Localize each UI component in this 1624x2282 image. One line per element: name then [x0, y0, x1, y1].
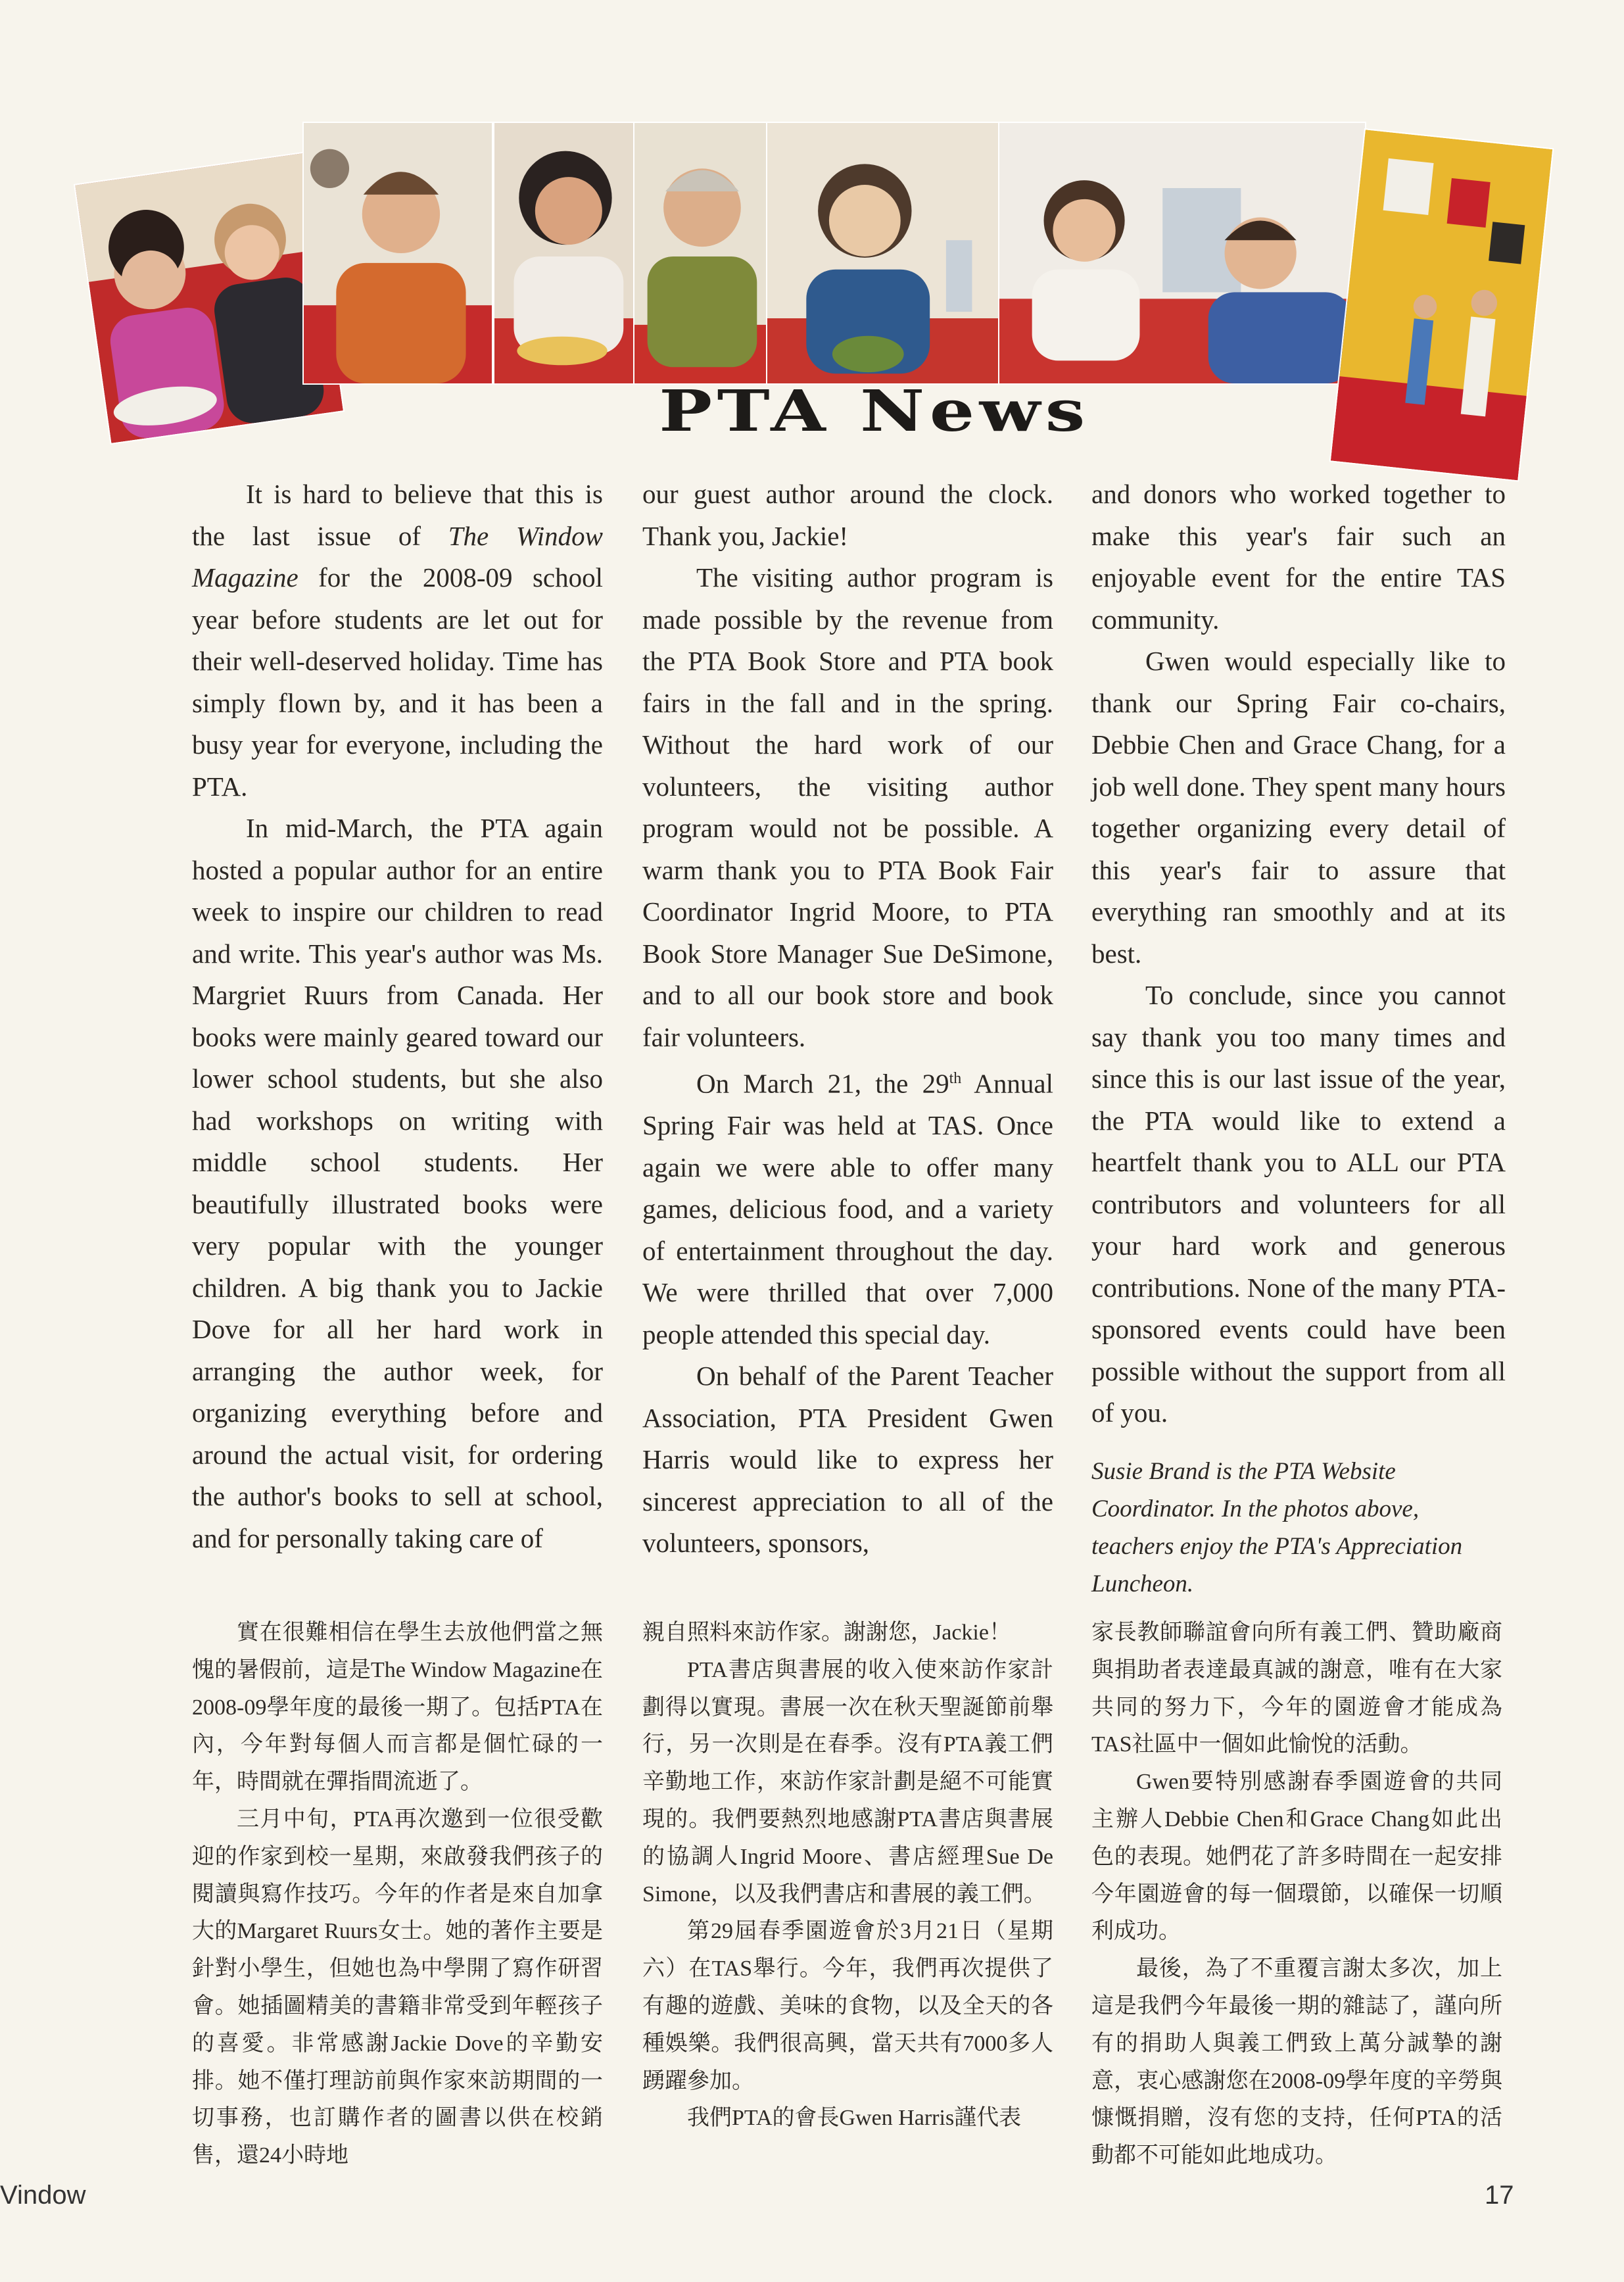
article-column-2 — [642, 473, 1053, 1565]
photo-table-group — [998, 122, 1366, 385]
article-column-1 — [192, 473, 603, 1559]
photo-man-green-shirt-image — [634, 123, 767, 383]
photo-man-orange-shirt — [302, 122, 493, 385]
page-number: 17 — [1485, 2181, 1514, 2210]
chinese-paragraph: 我們PTA的會長Gwen Harris謹代表 — [687, 2106, 1022, 2131]
article-paragraph: The visiting author program is made possible by the revenue from the PTA Book Store and PTA book fairs in the fall and in the spring. Without the hard work of our volunteers, the visiting author program would not be possible. A warm thank you to PTA Book Fair Coordinator Ingrid Moore, to PTA Book Store Manager Sue DeSimone, and to all our book store and book fair volunteers. — [642, 562, 1053, 1052]
article-column-3 — [1091, 473, 1506, 1603]
article-paragraph: In mid-March, the PTA again hosted a popular author for an entire week to inspire our children to read and write. This year's author was Ms. Margriet Ruurs from Canada. Her books were mainly geared toward our lower school students, but she also had workshops on writing with middle school students. Her beautifully illustrated books were very popular with the younger children. A big thank you to Jackie Dove for all her hard work in arranging the author week, for organizing everything before and around the actual visit, for ordering the author's books to sell at school, and for personally taking care of — [192, 813, 603, 1553]
photo-woman-glasses — [766, 122, 999, 385]
article-paragraph: On March 21, the 29th Annual Spring Fair was held at TAS. Once again we were able to offer many games, delicious food, and a variety of entertainment throughout the day. We were thrilled that over 7,000 people attended this special day. — [642, 1068, 1054, 1349]
photo-hallway-staff-image — [1331, 130, 1552, 480]
chinese-column-1 — [192, 1614, 603, 2175]
chinese-paragraph: PTA書店與書展的收入使來訪作家計劃得以實現。書展一次在秋天聖誕節前舉行，另一次則是在春季。沒有PTA義工們辛勤地工作，來訪作家計劃是絕不可能實現的。我們要熱烈地感謝PTA書店與書展的協調人Ingrid Moore、書店經理Sue De Simone，以及我們書店和書展的義工們。 — [642, 1657, 1053, 1906]
photo-woman-smiling-image — [494, 123, 633, 383]
footer-magazine-name: Vindow — [0, 2181, 86, 2210]
photo-woman-smiling — [493, 122, 634, 385]
photo-table-group-image — [999, 123, 1365, 383]
chinese-column-3 — [1091, 1614, 1502, 2175]
article-paragraph: On behalf of the Parent Teacher Association, PTA President Gwen Harris would like to express her sincerest appreciation to all of the volunteers, sponsors, — [642, 1361, 1053, 1559]
page-title: PTA News — [659, 378, 1090, 445]
article-paragraph: and donors who worked together to make this year's fair such an enjoyable event for the entire TAS community. — [1091, 479, 1506, 635]
chinese-paragraph: 第29屆春季園遊會於3月21日（星期六）在TAS舉行。今年，我們再次提供了有趣的遊戲、美味的食物，以及全天的各種娛樂。我們很高興，當天共有7000多人踴躍參加。 — [642, 1919, 1053, 2093]
chinese-paragraph: 最後，為了不重覆言謝太多次，加上這是我們今年最後一期的雜誌了，謹向所有的捐助人與義工們致上萬分誠摯的謝意，衷心感謝您在2008-09學年度的辛勞與慷慨捐贈，沒有您的支持，任何PTA的活動都不可能如此地成功。 — [1091, 1956, 1502, 2168]
chinese-paragraph: 實在很難相信在學生去放他們當之無愧的暑假前，這是The Window Magazine在2008-09學年度的最後一期了。包括PTA在內，今年對每個人而言都是個忙碌的一年，時間就在彈指間流逝了。 — [192, 1620, 604, 1795]
photo-woman-glasses-image — [767, 123, 998, 383]
chinese-paragraph: 家長教師聯誼會向所有義工們、贊助廠商與捐助者表達最真誠的謝意，唯有在大家共同的努力下，今年的園遊會才能成為TAS社區中一個如此愉悅的活動。 — [1091, 1620, 1502, 1757]
chinese-paragraph: 三月中旬，PTA再次邀到一位很受歡迎的作家到校一星期，來啟發我們孩子的閱讀與寫作技巧。今年的作者是來自加拿大的Margaret Ruurs女士。她的著作主要是針對小學生，但她也為中學開了寫作研習會。她插圖精美的書籍非常受到年輕孩子的喜愛。非常感謝Jackie Dove的辛勤安排。她不僅打理訪前與作家來訪期間的一切事務，也訂購作者的圖書以供在校銷售，還24小時地 — [192, 1807, 603, 2168]
article-paragraph: Gwen would especially like to thank our Spring Fair co-chairs, Debbie Chen and Grace Chang, for a job well done. They spent many hours together organizing every detail of this year's fair to assure that everything ran smoothly and at its best. — [1091, 646, 1506, 969]
photo-man-orange-shirt-image — [304, 123, 492, 383]
chinese-paragraph: Gwen要特別感謝春季園遊會的共同主辦人Debbie Chen和Grace Chang如此出色的表現。她們花了許多時間在一起安排今年園遊會的每一個環節，以確保一切順利成功。 — [1091, 1770, 1502, 1944]
author-caption: Susie Brand is the PTA Website Coordinator. In the photos above, teachers enjoy the PTA's Appreciation Luncheon. — [1091, 1457, 1463, 1597]
photo-man-green-shirt — [633, 122, 768, 385]
ordinal-suffix: th — [949, 1070, 962, 1087]
photo-hallway-staff — [1329, 128, 1554, 482]
article-paragraph: To conclude, since you cannot say thank you too many times and since this is our last issue of the year, the PTA would like to extend a heartfelt thank you to ALL our PTA contributors and volunteers for all your hard work and generous contributions. None of the many PTA-sponsored events could have been possible without the support from all of you. — [1091, 980, 1506, 1428]
magazine-title: The Window Magazine — [192, 520, 603, 593]
article-paragraph: It is hard to believe that this is the last issue of The Window Magazine for the 2008-09 school year before students are let out for their well-deserved holiday. Time has simply flown by, and it has been a busy year for everyone, including the PTA. — [192, 479, 603, 802]
chinese-column-2 — [642, 1614, 1053, 2137]
chinese-paragraph: 親自照料來訪作家。謝謝您，Jackie！ — [642, 1620, 1011, 1645]
article-paragraph: our guest author around the clock. Thank you, Jackie! — [642, 479, 1053, 551]
